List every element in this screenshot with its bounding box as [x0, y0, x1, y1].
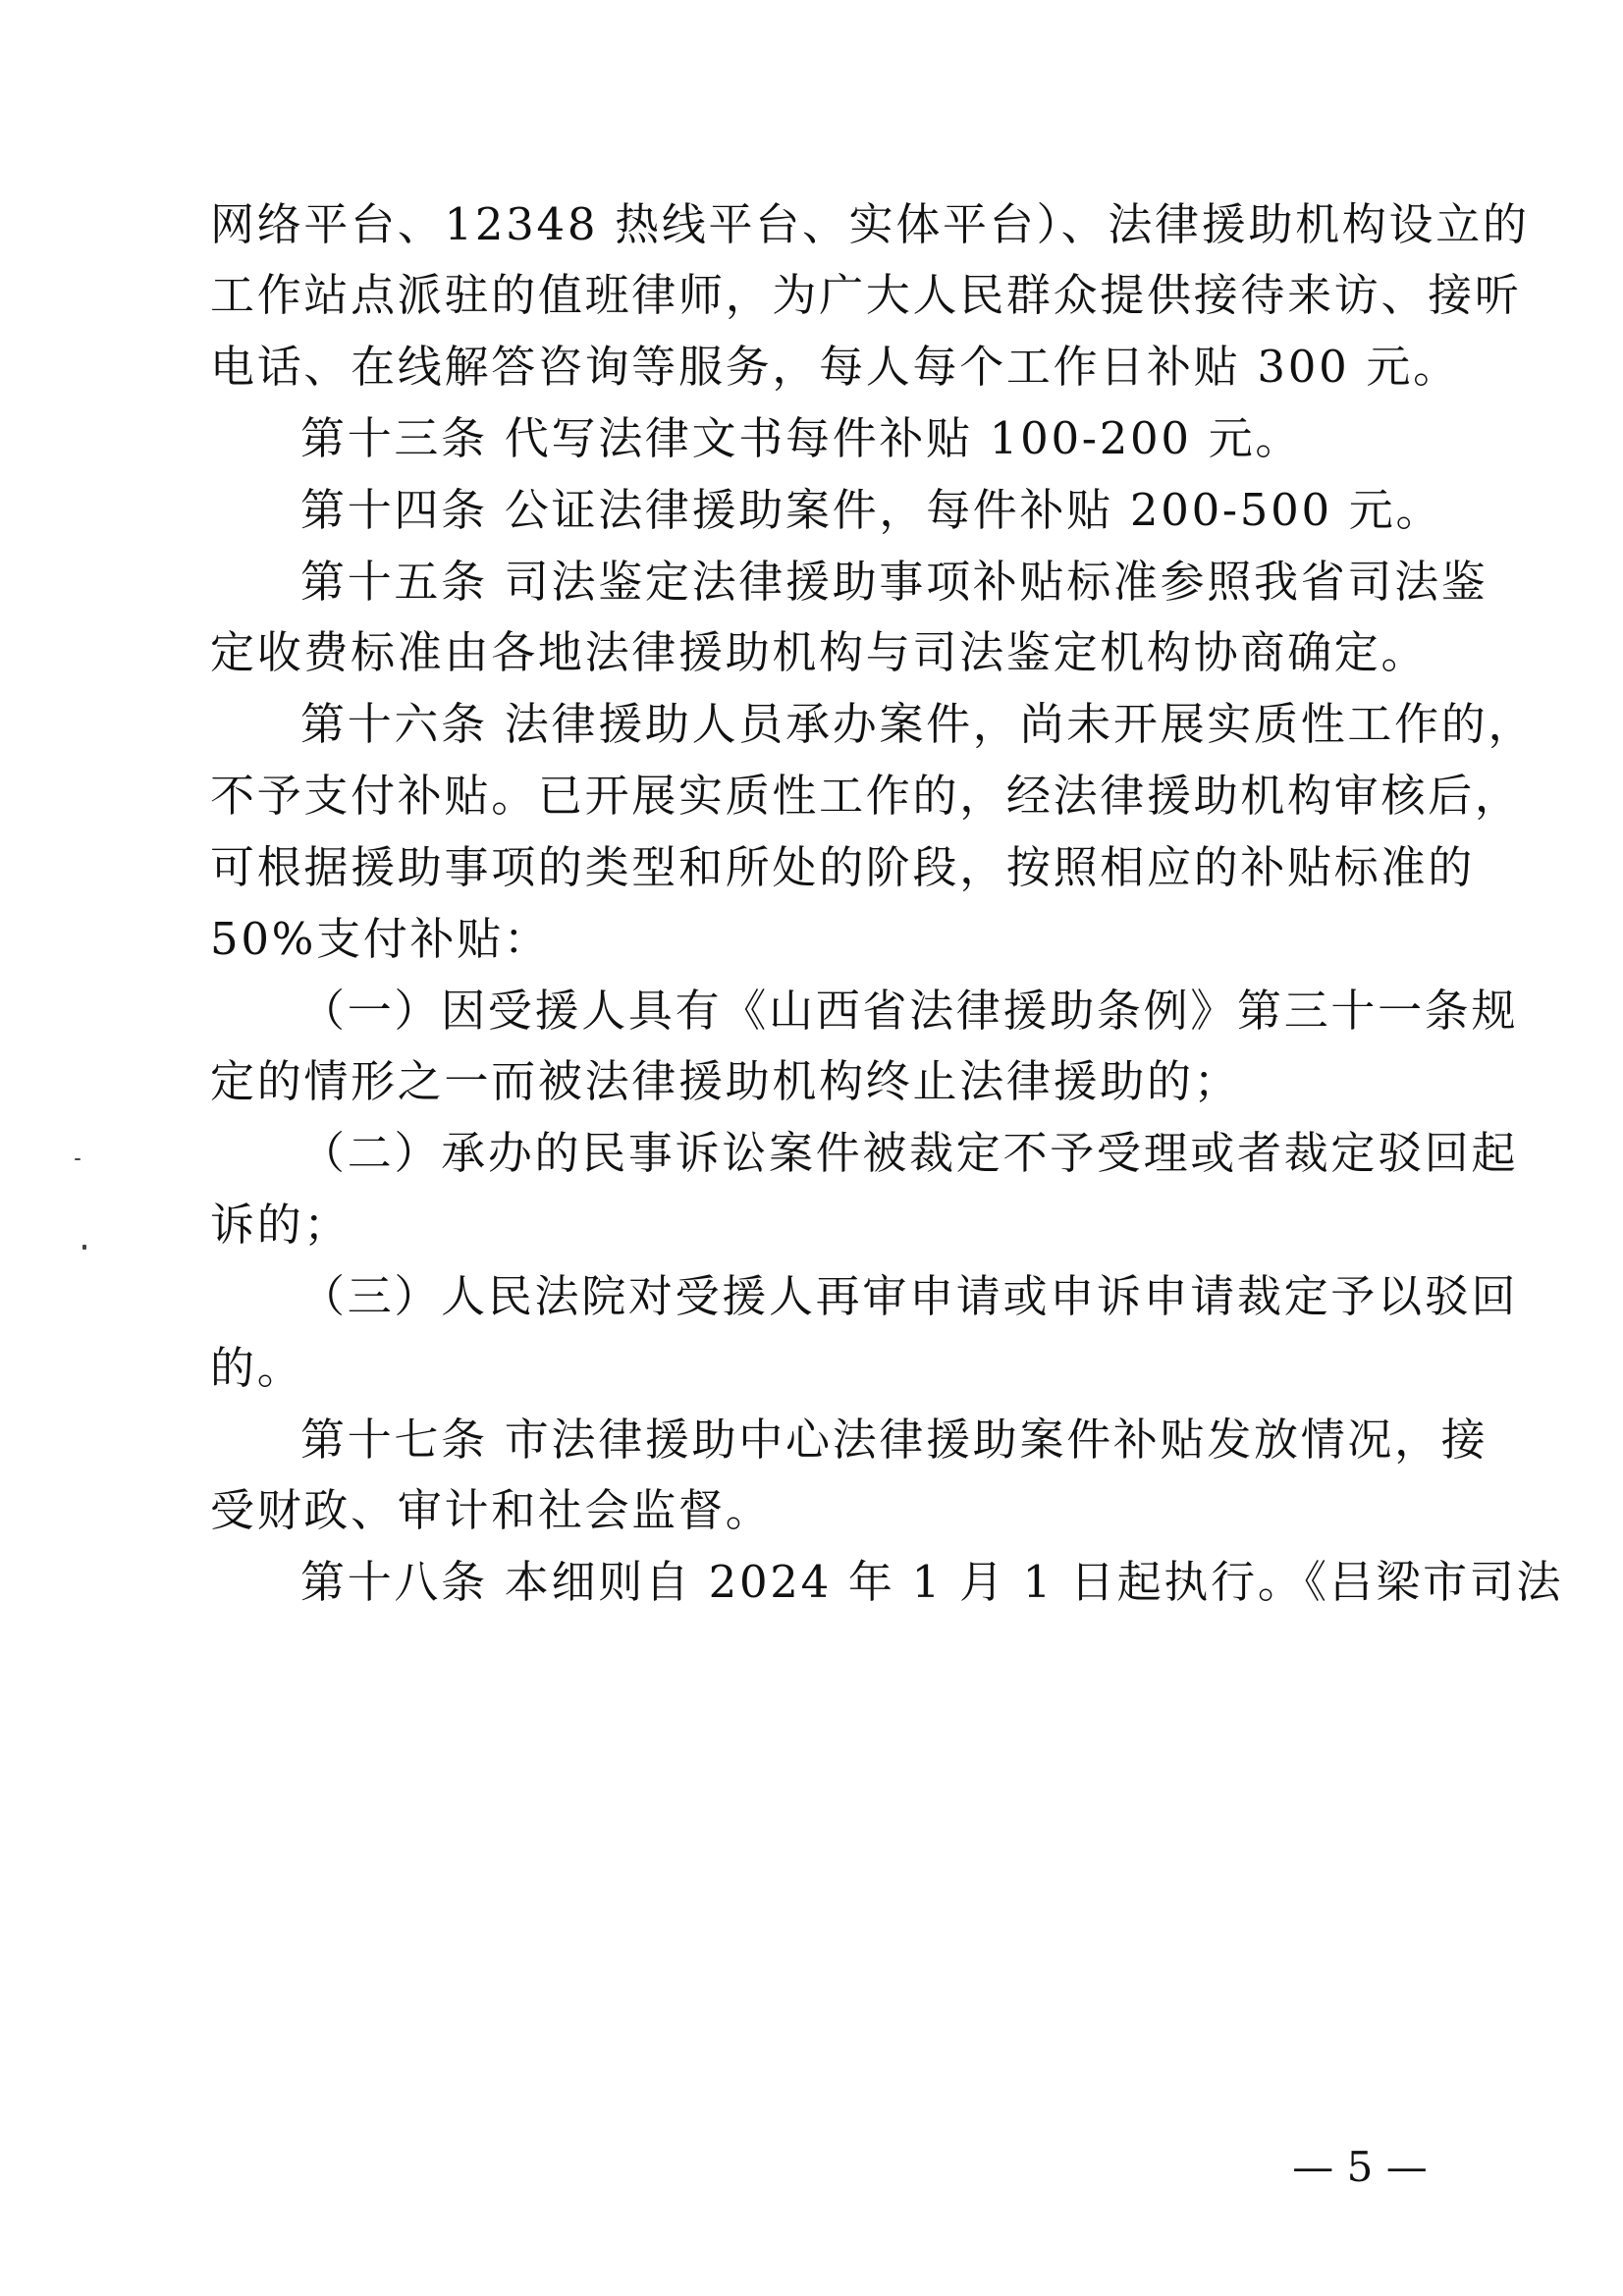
article-16-line-1: 第十六条 法律援助人员承办案件，尚未开展实质性工作的，	[300, 698, 1536, 750]
paragraph-line-1: 网络平台、12348 热线平台、实体平台）、法律援助机构设立的	[210, 198, 1530, 250]
item-1-line-1: （一）因受援人具有《山西省法律援助条例》第三十一条规	[300, 985, 1519, 1037]
paragraph-line-3: 电话、在线解答咨询等服务，每人每个工作日补贴 300 元。	[210, 341, 1460, 393]
article-16-line-3: 可根据援助事项的类型和所处的阶段，按照相应的补贴标准的	[210, 841, 1475, 893]
article-15-line-2: 定收费标准由各地法律援助机构与司法鉴定机构协商确定。	[210, 626, 1429, 678]
item-1-line-2: 定的情形之一而被法律援助机构终止法律援助的；	[210, 1055, 1241, 1107]
scan-dot-2	[82, 1245, 86, 1250]
paragraph-line-2: 工作站点派驻的值班律师，为广大人民群众提供接待来访、接听	[210, 269, 1522, 321]
article-17-line-1: 第十七条 市法律援助中心法律援助案件补贴发放情况，接	[300, 1414, 1488, 1466]
item-2-line-2: 诉的；	[210, 1199, 352, 1251]
article-18-line-1: 第十八条 本细则自 2024 年 1 月 1 日起执行。《吕梁市司法	[300, 1556, 1564, 1608]
article-17-line-2: 受财政、审计和社会监督。	[210, 1484, 773, 1536]
page-number: — 5 —	[1292, 2143, 1428, 2191]
item-3-line-2: 的。	[210, 1342, 304, 1394]
article-16-line-4: 50%支付补贴：	[210, 913, 551, 965]
item-3-line-1: （三）人民法院对受援人再审申请或申诉申请裁定予以驳回	[300, 1270, 1519, 1322]
article-13-line: 第十三条 代写法律文书每件补贴 100-200 元。	[300, 412, 1303, 464]
article-14-line: 第十四条 公证法律援助案件，每件补贴 200-500 元。	[300, 484, 1443, 536]
item-2-line-1: （二）承办的民事诉讼案件被裁定不予受理或者裁定驳回起	[300, 1127, 1519, 1179]
scan-dot-1	[75, 1158, 81, 1160]
article-15-line-1: 第十五条 司法鉴定法律援助事项补贴标准参照我省司法鉴	[300, 556, 1488, 608]
article-16-line-2: 不予支付补贴。已开展实质性工作的，经法律援助机构审核后，	[210, 770, 1522, 822]
